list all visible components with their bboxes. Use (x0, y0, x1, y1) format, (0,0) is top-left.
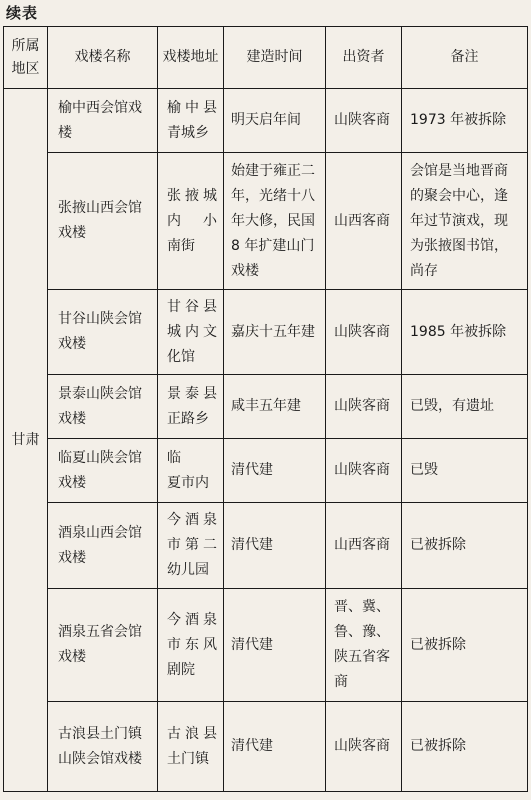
header-region: 所属地区 (4, 27, 48, 89)
table-row (4, 153, 528, 290)
name-cell: 古浪县土门镇山陕会馆戏楼 (48, 702, 158, 792)
funder-cell: 晋、冀、鲁、豫、陕五省客商 (326, 589, 402, 702)
address-cell: 甘谷县城内文化馆 (158, 290, 224, 375)
table-row (4, 589, 528, 702)
note-cell: 已被拆除 (402, 702, 528, 792)
funder-cell: 山西客商 (326, 503, 402, 589)
table-row (4, 503, 528, 589)
note-cell: 已毁 (402, 439, 528, 503)
funder-cell: 山陕客商 (326, 375, 402, 439)
note-cell: 已被拆除 (402, 589, 528, 702)
name-cell: 酒泉山西会馆戏楼 (48, 503, 158, 589)
note-cell: 1985 年被拆除 (402, 290, 528, 375)
time-cell: 清代建 (224, 589, 326, 702)
header-name: 戏楼名称 (48, 27, 158, 89)
header-row (4, 27, 528, 89)
name-cell: 张掖山西会馆戏楼 (48, 153, 158, 290)
header-time: 建造时间 (224, 27, 326, 89)
header-address: 戏楼地址 (158, 27, 224, 89)
header-note: 备注 (402, 27, 528, 89)
time-cell: 始建于雍正二年，光绪十八年大修，民国 8 年扩建山门戏楼 (224, 153, 326, 290)
address-cell: 景泰县正路乡 (158, 375, 224, 439)
funder-cell: 山陕客商 (326, 702, 402, 792)
table-row (4, 290, 528, 375)
header-funder: 出资者 (326, 27, 402, 89)
time-cell: 嘉庆十五年建 (224, 290, 326, 375)
theater-table (3, 26, 528, 792)
name-cell: 酒泉五省会馆戏楼 (48, 589, 158, 702)
address-cell: 张掖城内 小南街 (158, 153, 224, 290)
note-cell: 已毁，有遗址 (402, 375, 528, 439)
note-cell: 已被拆除 (402, 503, 528, 589)
address-cell: 古浪县土门镇 (158, 702, 224, 792)
time-cell: 清代建 (224, 702, 326, 792)
time-cell: 清代建 (224, 503, 326, 589)
time-cell: 清代建 (224, 439, 326, 503)
note-cell: 会馆是当地晋商的聚会中心，逢年过节演戏，现为张掖图书馆，尚存 (402, 153, 528, 290)
continued-label: 续表 (6, 4, 39, 22)
name-cell: 甘谷山陕会馆戏楼 (48, 290, 158, 375)
time-cell: 明天启年间 (224, 89, 326, 153)
table-row (4, 702, 528, 792)
region-cell: 甘肃 (4, 89, 48, 792)
table-row (4, 375, 528, 439)
table-row (4, 89, 528, 153)
address-cell: 今酒泉市第二幼儿园 (158, 503, 224, 589)
table-row (4, 439, 528, 503)
address-cell: 榆中县青城乡 (158, 89, 224, 153)
name-cell: 临夏山陕会馆戏楼 (48, 439, 158, 503)
funder-cell: 山西客商 (326, 153, 402, 290)
address-cell: 临 夏市内 (158, 439, 224, 503)
address-cell: 今酒泉市东风剧院 (158, 589, 224, 702)
funder-cell: 山陕客商 (326, 290, 402, 375)
note-cell: 1973 年被拆除 (402, 89, 528, 153)
time-cell: 咸丰五年建 (224, 375, 326, 439)
funder-cell: 山陕客商 (326, 439, 402, 503)
name-cell: 榆中西会馆戏楼 (48, 89, 158, 153)
name-cell: 景泰山陕会馆戏楼 (48, 375, 158, 439)
funder-cell: 山陕客商 (326, 89, 402, 153)
